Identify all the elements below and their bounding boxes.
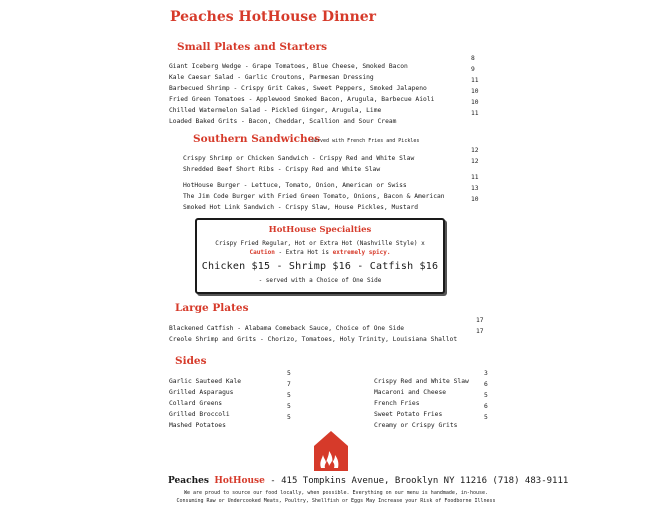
menu-item (169, 75, 427, 92)
menu-item-price: 11 (471, 174, 479, 181)
menu-item-price: 13 (471, 185, 479, 192)
menu-item-name: French Fries (374, 400, 420, 407)
menu-item-price: 5 (287, 370, 291, 377)
menu-item-name: The Jim Code Burger with Fried Green Tomato, Onions, Bacon & American (183, 193, 445, 200)
small-plates-title: Small Plates and Starters (177, 41, 328, 53)
menu-item (169, 53, 408, 70)
menu-item (169, 64, 374, 81)
menu-item-name: Sweet Potato Fries (374, 411, 443, 418)
footer-brand-hothouse: HotHouse (214, 476, 265, 486)
flame-house-icon (311, 430, 351, 472)
specialties-caution (197, 249, 443, 256)
menu-item-price: 9 (471, 66, 475, 73)
footer-note-warning: Consuming Raw or Undercooked Meats, Poultry, Shellfish or Eggs May Increase your Risk of Foodborne Illness (176, 498, 496, 504)
menu-item (169, 379, 234, 396)
caution-emphasis: extremely spicy. (332, 249, 391, 256)
menu-item-name: Creamy or Crispy Grits (374, 422, 458, 429)
sides-title: Sides (175, 355, 207, 367)
menu-item-name: Blackened Catfish - Alabama Comeback Sauce, Choice of One Side (169, 325, 405, 332)
menu-item-name: Giant Iceberg Wedge - Grape Tomatoes, Blue Cheese, Smoked Bacon (169, 63, 408, 70)
menu-item (374, 412, 458, 429)
menu-item-name: Barbecued Shrimp - Crispy Grit Cakes, Sweet Peppers, Smoked Jalapeno (169, 85, 427, 92)
menu-item-price: 5 (287, 403, 291, 410)
menu-item (183, 172, 407, 189)
menu-item-name: Grilled Broccoli (169, 411, 230, 418)
caution-word: Caution (249, 249, 275, 256)
menu-item (169, 108, 397, 125)
menu-item-name: Chilled Watermelon Salad - Pickled Ginger, Arugula, Lime (169, 107, 382, 114)
specialties-title: HotHouse Specialties (268, 225, 372, 235)
menu-item-price: 12 (471, 147, 479, 154)
specialties-box (195, 218, 445, 294)
menu-item-name: Creole Shrimp and Grits - Chorizo, Tomatoes, Holy Trinity, Louisiana Shallot (169, 336, 458, 343)
menu-item-name: Fried Green Tomatoes - Applewood Smoked Bacon, Arugula, Barbecue Aioli (169, 96, 435, 103)
menu-item-name: Loaded Baked Grits - Bacon, Cheddar, Scallion and Sour Cream (169, 118, 397, 125)
menu-item (169, 401, 230, 418)
menu-item-price: 10 (471, 99, 479, 106)
menu-item-price: 5 (287, 414, 291, 421)
menu-item (183, 183, 445, 200)
menu-item-price: 11 (471, 110, 479, 117)
caution-text: - Extra Hot is (274, 249, 333, 256)
footer-note-local: We are proud to source our food locally, when possible. Everything on our menu is handmade, in-house. (183, 490, 489, 496)
menu-item (169, 412, 226, 429)
menu-item (169, 326, 458, 343)
menu-item-name: Macaroni and Cheese (374, 389, 447, 396)
menu-item-price: 11 (471, 77, 479, 84)
footer-brand-peaches: Peaches (168, 476, 209, 486)
menu-item-name: Shredded Beef Short Ribs - Crispy Red and White Slaw (183, 166, 381, 173)
menu-item-price: 5 (484, 414, 488, 421)
menu-item (374, 390, 420, 407)
specialties-prices: Chicken $15 - Shrimp $16 - Catfish $16 (201, 261, 439, 272)
menu-item-price: 17 (476, 317, 484, 324)
menu-item-price: 10 (471, 196, 479, 203)
footer-brand (168, 476, 568, 486)
menu-item (374, 379, 447, 396)
menu-item (374, 368, 469, 385)
menu-item-price: 17 (476, 328, 484, 335)
menu-item (169, 97, 382, 114)
menu-item-price: 6 (484, 403, 488, 410)
menu-item (374, 401, 443, 418)
menu-item-name: Grilled Asparagus (169, 389, 234, 396)
menu-item-name: HotHouse Burger - Lettuce, Tomato, Onion, American or Swiss (183, 182, 407, 189)
sandwiches-note: served with French Fries and Pickles (311, 138, 420, 144)
menu-item-price: 5 (287, 392, 291, 399)
footer-address: - 415 Tompkins Avenue, Brooklyn NY 11216 (718) 483-9111 (270, 476, 569, 486)
menu-item-price: 10 (471, 88, 479, 95)
specialties-line: Crispy Fried Regular, Hot or Extra Hot (Nashville Style) x (215, 240, 425, 247)
menu-item-name: Mashed Potatoes (169, 422, 226, 429)
menu-item-name: Crispy Shrimp or Chicken Sandwich - Crispy Red and White Slaw (183, 155, 415, 162)
menu-item-name: Smoked Hot Link Sandwich - Crispy Slaw, House Pickles, Mustard (183, 204, 419, 211)
menu-item-name: Collard Greens (169, 400, 223, 407)
menu-item-price: 7 (287, 381, 291, 388)
menu-item (183, 145, 415, 162)
menu-title: Peaches HotHouse Dinner (170, 9, 377, 25)
menu-item-price: 3 (484, 370, 488, 377)
menu-item (169, 86, 435, 103)
menu-item-name: Kale Caesar Salad - Garlic Croutons, Parmesan Dressing (169, 74, 374, 81)
large-plates-title: Large Plates (175, 302, 249, 314)
sandwiches-title: Southern Sandwiches (193, 133, 321, 145)
menu-item (183, 156, 381, 173)
menu-item (169, 368, 242, 385)
specialties-served: - served with a Choice of One Side (258, 277, 382, 284)
menu-item-price: 12 (471, 158, 479, 165)
menu-item-price: 5 (484, 392, 488, 399)
menu-item-price: 6 (484, 381, 488, 388)
menu-item (169, 390, 223, 407)
menu-item-name: Crispy Red and White Slaw (374, 378, 469, 385)
menu-item (183, 194, 419, 211)
menu-item (169, 315, 405, 332)
menu-item-name: Garlic Sauteed Kale (169, 378, 242, 385)
menu-item-price: 8 (471, 55, 475, 62)
